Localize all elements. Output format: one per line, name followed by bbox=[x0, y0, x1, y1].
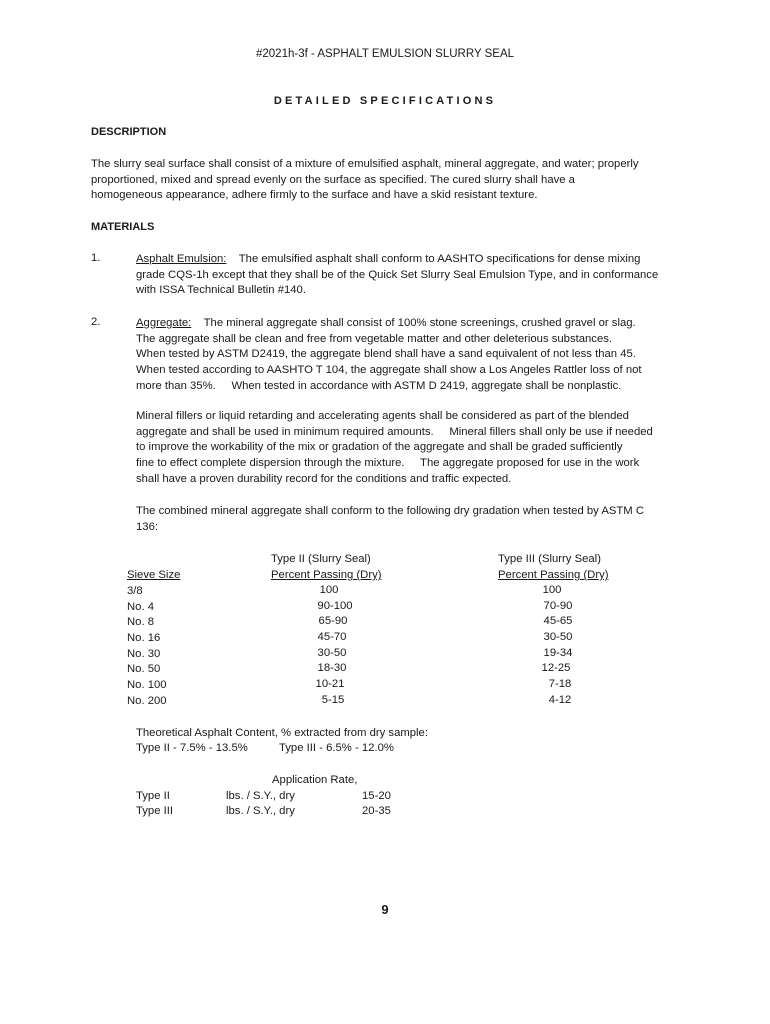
item-number: 1. bbox=[91, 252, 101, 264]
type3-header: Percent Passing (Dry) bbox=[498, 569, 609, 581]
asphalt-emulsion-paragraph bbox=[136, 252, 658, 299]
type2-cell: 45-70 bbox=[317, 631, 347, 643]
aggregate-line: When tested according to AASHTO T 104, the aggregate shall show a Los Angeles Rattler loss of not bbox=[136, 364, 642, 377]
application-rate-value: 15-20 bbox=[362, 790, 391, 802]
asphalt-content-type2: Type II - 7.5% - 13.5% bbox=[136, 742, 248, 754]
gradation-intro-paragraph bbox=[136, 504, 644, 535]
mineral-fillers-line: shall have a proven durability record for the conditions and traffic expected. bbox=[136, 472, 512, 485]
application-rate-value: 20-35 bbox=[362, 805, 391, 817]
sieve-cell: No. 8 bbox=[127, 616, 155, 628]
type2-cell: 65-90 bbox=[318, 615, 348, 627]
page-header: #2021h-3f - ASPHALT EMULSION SLURRY SEAL bbox=[255, 48, 515, 60]
type3-cell: 70-90 bbox=[543, 600, 573, 612]
application-rate-unit: lbs. / S.Y., dry bbox=[226, 790, 295, 802]
description-line: homogeneous appearance, adhere firmly to the surface and have a skid resistant texture. bbox=[91, 189, 538, 202]
description-line: proportioned, mixed and spread evenly on the surface as specified. The cured slurry shall have a bbox=[91, 173, 575, 186]
aggregate-label: Aggregate: bbox=[136, 317, 192, 329]
type2-cell: 18-30 bbox=[317, 662, 347, 674]
asphalt-emulsion-label: Asphalt Emulsion: bbox=[136, 253, 227, 265]
type2-cell: 90-100 bbox=[317, 600, 353, 612]
sieve-cell: No. 4 bbox=[127, 601, 155, 613]
description-paragraph bbox=[91, 157, 639, 204]
page-title: DETAILED SPECIFICATIONS bbox=[273, 95, 497, 107]
type2-cell: 10-21 bbox=[315, 678, 345, 690]
type2-header: Percent Passing (Dry) bbox=[271, 569, 382, 581]
aggregate-paragraph bbox=[136, 316, 642, 395]
item-number: 2. bbox=[91, 316, 101, 328]
type3-cell: 4-12 bbox=[548, 694, 572, 706]
application-rate-heading: Application Rate, bbox=[272, 774, 358, 786]
mineral-fillers-line: fine to effect complete dispersion through the mixture. The aggregate proposed for use in the work bbox=[136, 457, 640, 470]
mineral-fillers-paragraph bbox=[136, 409, 653, 488]
asphalt-emulsion-line: grade CQS-1h except that they shall be of the Quick Set Slurry Seal Emulsion Type, and in conformance bbox=[136, 268, 659, 281]
type3-cell: 19-34 bbox=[543, 647, 573, 659]
mineral-fillers-line: aggregate and shall be used in minimum required amounts. Mineral fillers shall only be use if needed bbox=[136, 425, 653, 438]
sieve-cell: No. 30 bbox=[127, 648, 161, 660]
application-rate-type: Type III bbox=[136, 805, 174, 817]
type2-cell: 100 bbox=[319, 584, 339, 596]
type3-header-top: Type III (Slurry Seal) bbox=[498, 553, 601, 565]
asphalt-content-label: Theoretical Asphalt Content, % extracted from dry sample: bbox=[136, 727, 428, 739]
aggregate-line: The aggregate shall be clean and free from vegetable matter and other deleterious substances. bbox=[136, 332, 613, 345]
gradation-intro-line: The combined mineral aggregate shall conform to the following dry gradation when tested by ASTM C bbox=[136, 505, 645, 517]
asphalt-emulsion-text: The emulsified asphalt shall conform to AASHTO specifications for dense mixing bbox=[226, 253, 641, 265]
type2-cell: 5-15 bbox=[321, 694, 345, 706]
description-heading: DESCRIPTION bbox=[91, 126, 167, 138]
type2-cell: 30-50 bbox=[317, 647, 347, 659]
type3-cell: 7-18 bbox=[548, 678, 572, 690]
asphalt-emulsion-line: with ISSA Technical Bulletin #140. bbox=[136, 284, 306, 297]
type2-header-top: Type II (Slurry Seal) bbox=[271, 553, 371, 565]
aggregate-line: more than 35%. When tested in accordance with ASTM D 2419, aggregate shall be nonplastic. bbox=[136, 379, 622, 392]
type3-cell: 100 bbox=[542, 584, 562, 596]
application-rate-type: Type II bbox=[136, 790, 170, 802]
type3-cell: 45-65 bbox=[543, 615, 573, 627]
mineral-fillers-line: Mineral fillers or liquid retarding and accelerating agents shall be considered as part of the blended bbox=[136, 410, 629, 422]
aggregate-line: When tested by ASTM D2419, the aggregate blend shall have a sand equivalent of not less than 45. bbox=[136, 348, 636, 361]
type3-cell: 30-50 bbox=[543, 631, 573, 643]
description-line: The slurry seal surface shall consist of a mixture of emulsified asphalt, mineral aggregate, and water; properly bbox=[91, 158, 639, 170]
sieve-cell: No. 100 bbox=[127, 679, 167, 691]
sieve-cell: No. 16 bbox=[127, 632, 161, 644]
asphalt-content-type3: Type III - 6.5% - 12.0% bbox=[279, 742, 394, 754]
aggregate-text: The mineral aggregate shall consist of 100% stone screenings, crushed gravel or slag. bbox=[191, 317, 636, 329]
materials-heading: MATERIALS bbox=[91, 221, 155, 233]
mineral-fillers-line: to improve the workability of the mix or gradation of the aggregate and shall be graded sufficiently bbox=[136, 441, 623, 454]
type3-cell: 12-25 bbox=[541, 662, 571, 674]
gradation-intro-line: 136: bbox=[136, 520, 158, 533]
application-rate-unit: lbs. / S.Y., dry bbox=[226, 805, 295, 817]
sieve-cell: No. 50 bbox=[127, 663, 161, 675]
page-number: 9 bbox=[381, 902, 389, 917]
sieve-cell: 3/8 bbox=[127, 585, 143, 597]
sieve-cell: No. 200 bbox=[127, 695, 167, 707]
sieve-size-header: Sieve Size bbox=[127, 569, 181, 581]
